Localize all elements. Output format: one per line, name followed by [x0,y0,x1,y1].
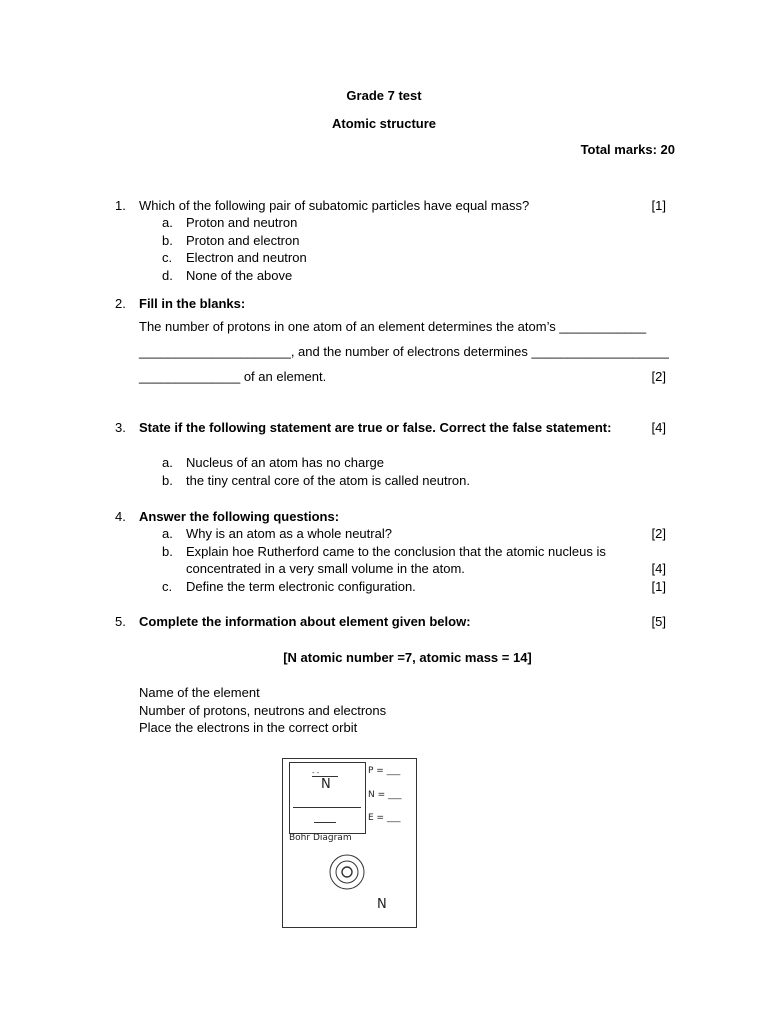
question-number: 4. [115,509,126,524]
protons-label: P = ___ [368,766,401,776]
question-heading: Fill in the blanks: [139,296,246,311]
total-marks: Total marks: 20 [580,142,675,157]
option-letter: a. [162,526,173,541]
list-item: Number of protons, neutrons and electrons [139,703,387,718]
option-letter: b. [162,233,173,248]
option-text: the tiny central core of the atom is called neutron. [186,473,470,488]
option-text: None of the above [186,268,293,283]
option-text: Explain hoe Rutherford came to the conclusion that the atomic nucleus is [186,544,606,559]
blank-line [314,822,336,823]
question-number: 2. [115,296,126,311]
neutrons-label: N = ___ [368,790,402,800]
question-marks: [1] [651,579,666,594]
option-text: Electron and neutron [186,250,307,265]
question-marks: [2] [651,369,666,384]
question-marks: [1] [651,198,666,213]
option-text: Nucleus of an atom has no charge [186,455,385,470]
blank-line [293,807,361,808]
option-letter: c. [162,250,173,265]
option-text: Proton and neutron [186,215,298,230]
bohr-orbits-icon [327,852,367,892]
given-data: [N atomic number =7, atomic mass = 14] [283,650,532,665]
question-heading: State if the following statement are true or false. Correct the false statement: [139,420,612,435]
dash-mark: - - [312,769,320,777]
fill-blank-line-2: _____________________, and the number of electrons determines ___________________ [139,344,669,359]
option-text: Define the term electronic configuration. [186,579,416,594]
list-item: Place the electrons in the correct orbit [139,720,358,735]
element-symbol-bottom: N [377,897,387,912]
question-marks: [4] [651,420,666,435]
fill-blank-line-1: The number of protons in one atom of an element determines the atom’s ____________ [139,319,647,334]
option-letter: a. [162,455,173,470]
electrons-label: E = ___ [368,813,401,823]
option-text: Proton and electron [186,233,300,248]
question-marks: [2] [651,526,666,541]
question-number: 1. [115,198,126,213]
question-heading: Answer the following questions: [139,509,340,524]
question-marks: [5] [651,614,666,629]
option-letter: c. [162,579,173,594]
question-text: Which of the following pair of subatomic particles have equal mass? [139,198,530,213]
question-marks: [4] [651,561,666,576]
question-number: 3. [115,420,126,435]
bohr-caption: Bohr Diagram [289,833,352,843]
option-letter: a. [162,215,173,230]
page-subtitle: Atomic structure [331,116,437,131]
page-title: Grade 7 test [346,88,422,103]
bohr-diagram-box [282,758,417,928]
element-info-box [289,762,366,834]
question-number: 5. [115,614,126,629]
fill-blank-line-3: ______________ of an element. [139,369,327,384]
option-text: Why is an atom as a whole neutral? [186,526,392,541]
option-letter: b. [162,473,173,488]
list-item: Name of the element [139,685,260,700]
element-symbol-top: N [321,777,331,792]
option-letter: d. [162,268,173,283]
question-heading: Complete the information about element given below: [139,614,471,629]
option-text-continued: concentrated in a very small volume in the atom. [186,561,465,576]
option-letter: b. [162,544,173,559]
